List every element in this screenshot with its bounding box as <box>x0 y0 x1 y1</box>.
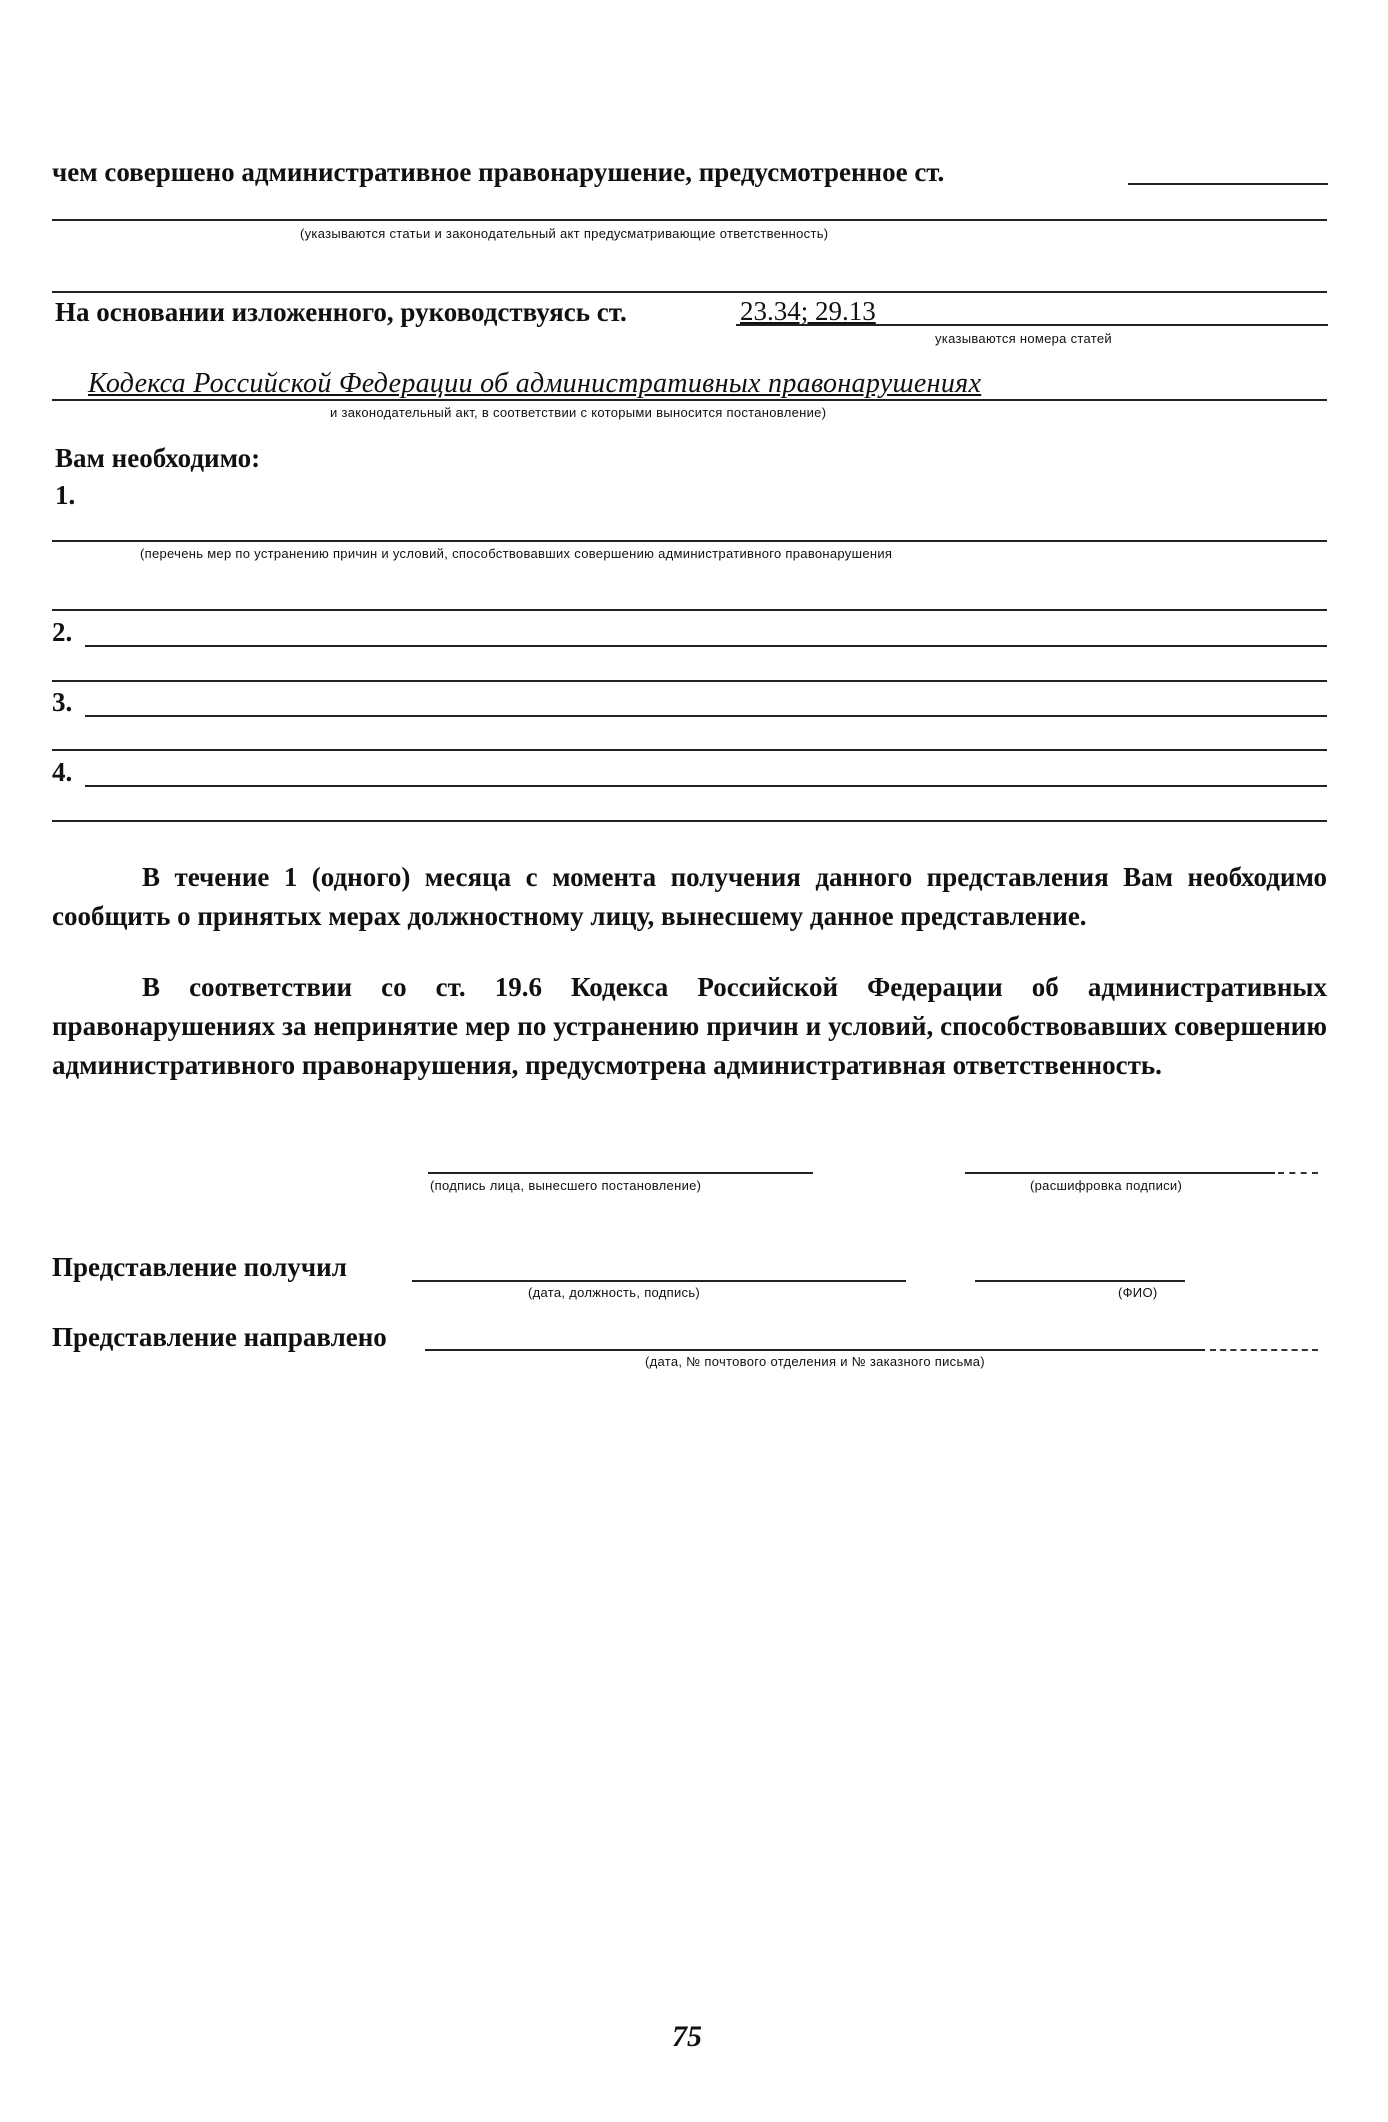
item-number: 3. <box>52 687 73 717</box>
basis-articles: 23.34; 29.13 <box>740 296 876 326</box>
received-caption: (дата, должность, подпись) <box>528 1285 701 1300</box>
sent-label: Представление направлено <box>52 1322 387 1352</box>
decode-line-dashed <box>1278 1172 1318 1174</box>
basis-articles-line <box>736 324 1328 326</box>
basis-text: На основании изложенного, руководствуясь ст. <box>55 297 627 327</box>
item-line <box>52 680 1327 682</box>
liability-paragraph-text: В соответствии со ст. 19.6 Кодекса Российской Федерации об административных правонарушениях за непринятие мер по устранению причин и условий, способствовавших совершению административного правонарушения, предусмотрена административная ответственность. <box>52 972 1327 1080</box>
item-line <box>52 540 1327 542</box>
signature-line <box>428 1172 813 1174</box>
decode-caption: (расшифровка подписи) <box>1030 1178 1183 1193</box>
sent-caption: (дата, № почтового отделения и № заказного письма) <box>645 1354 985 1369</box>
deadline-paragraph-text: В течение 1 (одного) месяца с момента получения данного представления Вам необходимо сообщить о принятых мерах должностному лицу, вынесшему данное представление. <box>52 862 1327 931</box>
fio-line <box>975 1280 1185 1282</box>
item-number: 4. <box>52 757 73 787</box>
measures-caption: (перечень мер по устранению причин и условий, способствовавших совершению административного правонарушения <box>140 546 893 561</box>
deadline-paragraph <box>52 858 1327 936</box>
liability-paragraph <box>52 968 1327 1085</box>
item-line <box>85 715 1327 717</box>
item-number: 1. <box>55 480 76 510</box>
code-line <box>52 399 1327 401</box>
item-line <box>52 749 1327 751</box>
item-number: 2. <box>52 617 73 647</box>
sent-line-dashed <box>1210 1349 1318 1351</box>
received-label: Представление получил <box>52 1252 347 1282</box>
item-line <box>52 820 1327 822</box>
you-need-heading: Вам необходимо: <box>55 443 261 473</box>
basis-articles-caption: указываются номера статей <box>935 331 1112 346</box>
received-line <box>412 1280 906 1282</box>
article-fill-line <box>1128 183 1328 185</box>
decode-line <box>965 1172 1275 1174</box>
violation-article-text: чем совершено административное правонарушение, предусмотренное ст. <box>52 157 945 187</box>
blank-line <box>52 291 1327 293</box>
sent-line <box>425 1349 1205 1351</box>
item-line <box>85 645 1327 647</box>
signature-caption: (подпись лица, вынесшего постановление) <box>430 1178 702 1193</box>
code-caption: и законодательный акт, в соответствии с которыми выносится постановление) <box>330 405 827 420</box>
article-line <box>52 219 1327 221</box>
article-caption: (указываются статьи и законодательный акт предусматривающие ответственность) <box>300 226 829 241</box>
code-name: Кодекса Российской Федерации об административных правонарушениях <box>88 368 982 399</box>
item-line <box>52 609 1327 611</box>
page-number: 75 <box>672 2020 702 2053</box>
fio-caption: (ФИО) <box>1118 1285 1158 1300</box>
item-line <box>85 785 1327 787</box>
